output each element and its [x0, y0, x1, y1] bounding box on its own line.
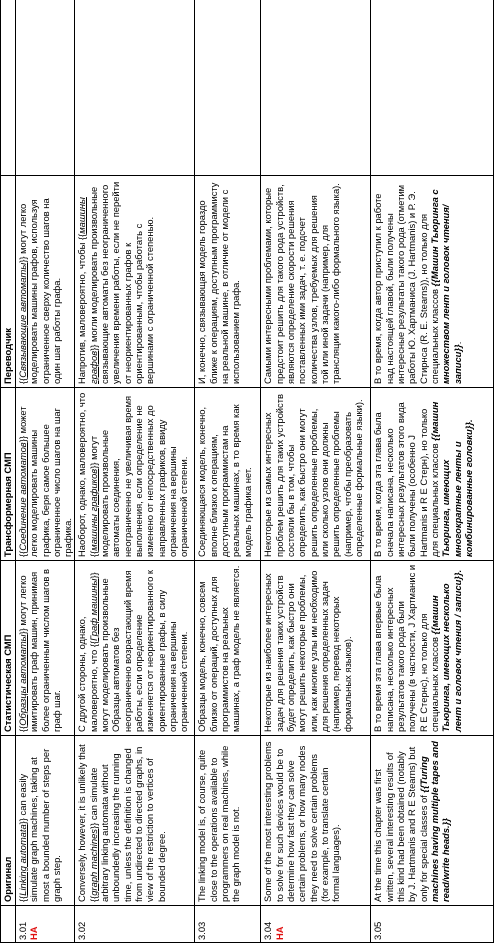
transformer-text-segment: Наоборот, однако, маловероятно, что {{	[76, 392, 99, 557]
original-text-segment: {{	[17, 895, 28, 902]
original-text-segment: }} can easily simulate graph machines, taking at most a bounded number of steps per graph step.	[17, 748, 62, 902]
original-text-segment: }} can simulate arbitrary linking automata without unboundedly increasing the running time, unless the definition is changed from undirected to directed graphs, in view of the restriction to vertices of bounded degree.	[87, 746, 167, 902]
transformer-text-segment: Соединяющаяся модель, конечно, вполне близко к операциям, доступным программистам на реальных машинах, в то время как модель графика нет.	[196, 404, 253, 557]
transformer-cell	[261, 388, 371, 561]
transformer-cell	[75, 388, 195, 561]
statistical-text-segment: Образцы модель, конечно, совсем близко от операций, доступных для программистов на реальных машинах, а граф модель не является.	[196, 565, 242, 732]
translator-text-segment: В то время, когда автор приступил к работе над настоящей главой, были получены интересные результаты такого рода (отметим работы Ю. Хартманиса (J. Hartmanis) и Р. Э. Стирнса (R. E. Stearns)), но только для специальных классов	[372, 184, 440, 384]
original-cell	[371, 736, 494, 906]
ha-marker: HA	[273, 926, 285, 940]
row-number: 3.05	[372, 921, 384, 940]
statistical-text-segment: {{	[17, 725, 28, 732]
statistical-text-segment: В то время эта глава впервые была написана, несколько интересных результатов такого рода были получены (в частности, J Хартманис и R E Стернс), но только для специальных классов	[372, 564, 440, 732]
statistical-cell	[371, 561, 494, 736]
statistical-text-segment: }} могут моделировать произвольные Образцы автоматов без неограниченно возрастающий время работы, если определение изменяется от неориентированного к ориентированные графы, в силу ограничения на вершины ограниченной степени.	[87, 569, 190, 732]
transformer-text-segment: Соединение автоматов	[17, 442, 28, 551]
row-number-cell	[195, 906, 261, 943]
original-cell	[261, 736, 371, 906]
statistical-cell	[261, 561, 371, 736]
statistical-text-segment: С другой стороны, однако, маловероятно, что {{	[76, 616, 99, 732]
translator-cell	[261, 176, 371, 388]
translator-text-segment: }} могли моделировать произвольные связывающие автоматы без неограниченного увеличения времени работы, если не перейти от неориентированных графов к ориентированным, чтобы работать с вершинами с ограниченной степенью.	[87, 181, 156, 384]
row-number-cell	[371, 906, 494, 943]
statistical-cell	[75, 561, 195, 736]
extra-cell	[16, 0, 75, 176]
transformer-text-segment: }} может легко моделировать машины графика, беря самое большее ограниченное число шагов на шаг графика.	[17, 406, 74, 557]
extra-cell	[75, 0, 195, 176]
original-text-segment: Some of the most interesting problems to solve for such devices would be to determine how fast they can solve certain problems, or how many nodes they need to solve certain problems (for example, to translate certain formal languages).	[262, 741, 342, 902]
table-row	[16, 0, 75, 943]
original-text-segment: {{Turing machines having multiple tapes and read/write heads.}}	[417, 741, 452, 902]
row-number: 3.01	[17, 921, 28, 940]
header-extra	[1, 0, 16, 176]
translator-cell	[16, 176, 75, 388]
header-num	[1, 906, 16, 943]
statistical-text-segment: Некоторые из наиболее интересных задач для решения таких устройств будет определить, как быстро они могут решить некоторые проблемы, или, как многие узлы им необходимо для решения определенных задач (например, перевод некоторых формальных языков).	[262, 570, 353, 732]
row-number: 3.04	[262, 921, 274, 940]
extra-cell	[261, 0, 371, 176]
table-row	[195, 0, 261, 943]
transformer-text-segment: }} могут моделировать произвольные автоматы соединения, неограниченно не увеличивая время выполнения, если определение не изменено от непосредственных до направленных графиков, ввиду ограничения на вершины ограниченной степени.	[87, 395, 190, 557]
table-row	[75, 0, 195, 943]
header-statistical: Статистическая СМП	[1, 561, 16, 736]
extra-cell	[195, 0, 261, 176]
translator-text-segment: И, конечно, связывающая модель гораздо ближе к операциям, доступным программисту на реальной машине, в отличие от модели с использованием графа.	[196, 182, 242, 384]
translator-text-segment: {{Машин Тьюринга с множеством лент и головок чтения/записи}}	[428, 189, 463, 384]
transformer-text-segment: {{машин Тьюринга, имеющих многократные ленты и комбинированные головки}}.	[428, 401, 474, 557]
header-row	[1, 0, 16, 943]
transformer-text-segment: В то время, когда эта глава была сначала написана, несколько интересных результатов этого вида были получены (особенно J Hartmanis и R E Стерн), но только для специальных классов	[372, 402, 440, 557]
translator-text-segment: {{	[17, 377, 28, 384]
statistical-text-segment: Образцы автоматы	[17, 634, 28, 726]
original-text-segment: graph machines	[87, 829, 99, 896]
translator-text-segment: Самыми интересными проблемами, которые предстоит решить для такого рода устройств, являются определение скорости решения поставленных ими задач, т. е. подсчет количества узлов, требуемых для решения той или иной задачи (например, для трансляции какого-либо формального языка).	[262, 183, 342, 384]
statistical-text-segment: Граф машины	[87, 578, 99, 641]
original-cell	[195, 736, 261, 906]
original-text-segment: The linking model is, of course, quite close to the operations available to programmers on real machines, while the graph model is not.	[196, 745, 242, 902]
transformer-cell	[195, 388, 261, 561]
original-text-segment: Conversely, however, it is unlikely that {{	[76, 744, 99, 902]
header-transformer: Трансформерная СМП	[1, 388, 16, 561]
transformer-text-segment: {{	[17, 550, 28, 557]
original-cell	[16, 736, 75, 906]
table-row	[261, 0, 371, 943]
statistical-text-segment: }} могут легко имитировать граф машин, принимая более ограниченным числом шагов в граф шаг.	[17, 569, 62, 732]
header-translator: Переводчик	[1, 176, 16, 388]
translator-text-segment: }} могут легко моделировать машины графов, используя ограниченное сверху количество шагов на один шаг работы графа.	[17, 198, 62, 384]
translator-text-segment: Напротив, маловероятно, чтобы {{	[76, 233, 88, 384]
original-cell	[75, 736, 195, 906]
header-original: Оригинал	[1, 736, 16, 906]
transformer-cell	[371, 388, 494, 561]
statistical-text-segment: {{машин Тьюринга, имеющих несколько лент и головок чтения / записи}}.	[428, 569, 463, 732]
transformer-text-segment: машины графиков	[87, 468, 99, 551]
row-number: 3.02	[76, 921, 88, 940]
transformer-text-segment: Некоторые из самых интересных проблем решить для таких устройств состояли бы в том, чтобы определить, как быстро они могут решить определенные проблемы, или сколько узлов они должны решить определенные проблемы (например, чтобы преобразовать определенные формальные языки).	[262, 394, 364, 557]
ha-marker: HA	[28, 926, 40, 940]
translator-cell	[75, 176, 195, 388]
original-text-segment: At the time this chapter was first written, several interesting results of this kind had been obtained (notably by J. Hartmanis and R E Stearns) but only for special classes of	[372, 746, 429, 902]
table-row	[371, 0, 494, 943]
transformer-cell	[16, 388, 75, 561]
translator-text-segment: Связывающие автоматы	[17, 262, 28, 378]
statistical-cell	[16, 561, 75, 736]
translator-cell	[195, 176, 261, 388]
statistical-cell	[195, 561, 261, 736]
translator-text-segment: машины графов	[76, 197, 99, 384]
original-text-segment: Linking automata	[17, 824, 28, 896]
row-number-cell	[261, 906, 371, 943]
translator-text-segment: .	[451, 341, 463, 345]
row-number-cell	[16, 906, 75, 943]
translator-cell	[371, 176, 494, 388]
extra-cell	[371, 0, 494, 176]
row-number: 3.03	[196, 921, 208, 940]
row-number-cell	[75, 906, 195, 943]
